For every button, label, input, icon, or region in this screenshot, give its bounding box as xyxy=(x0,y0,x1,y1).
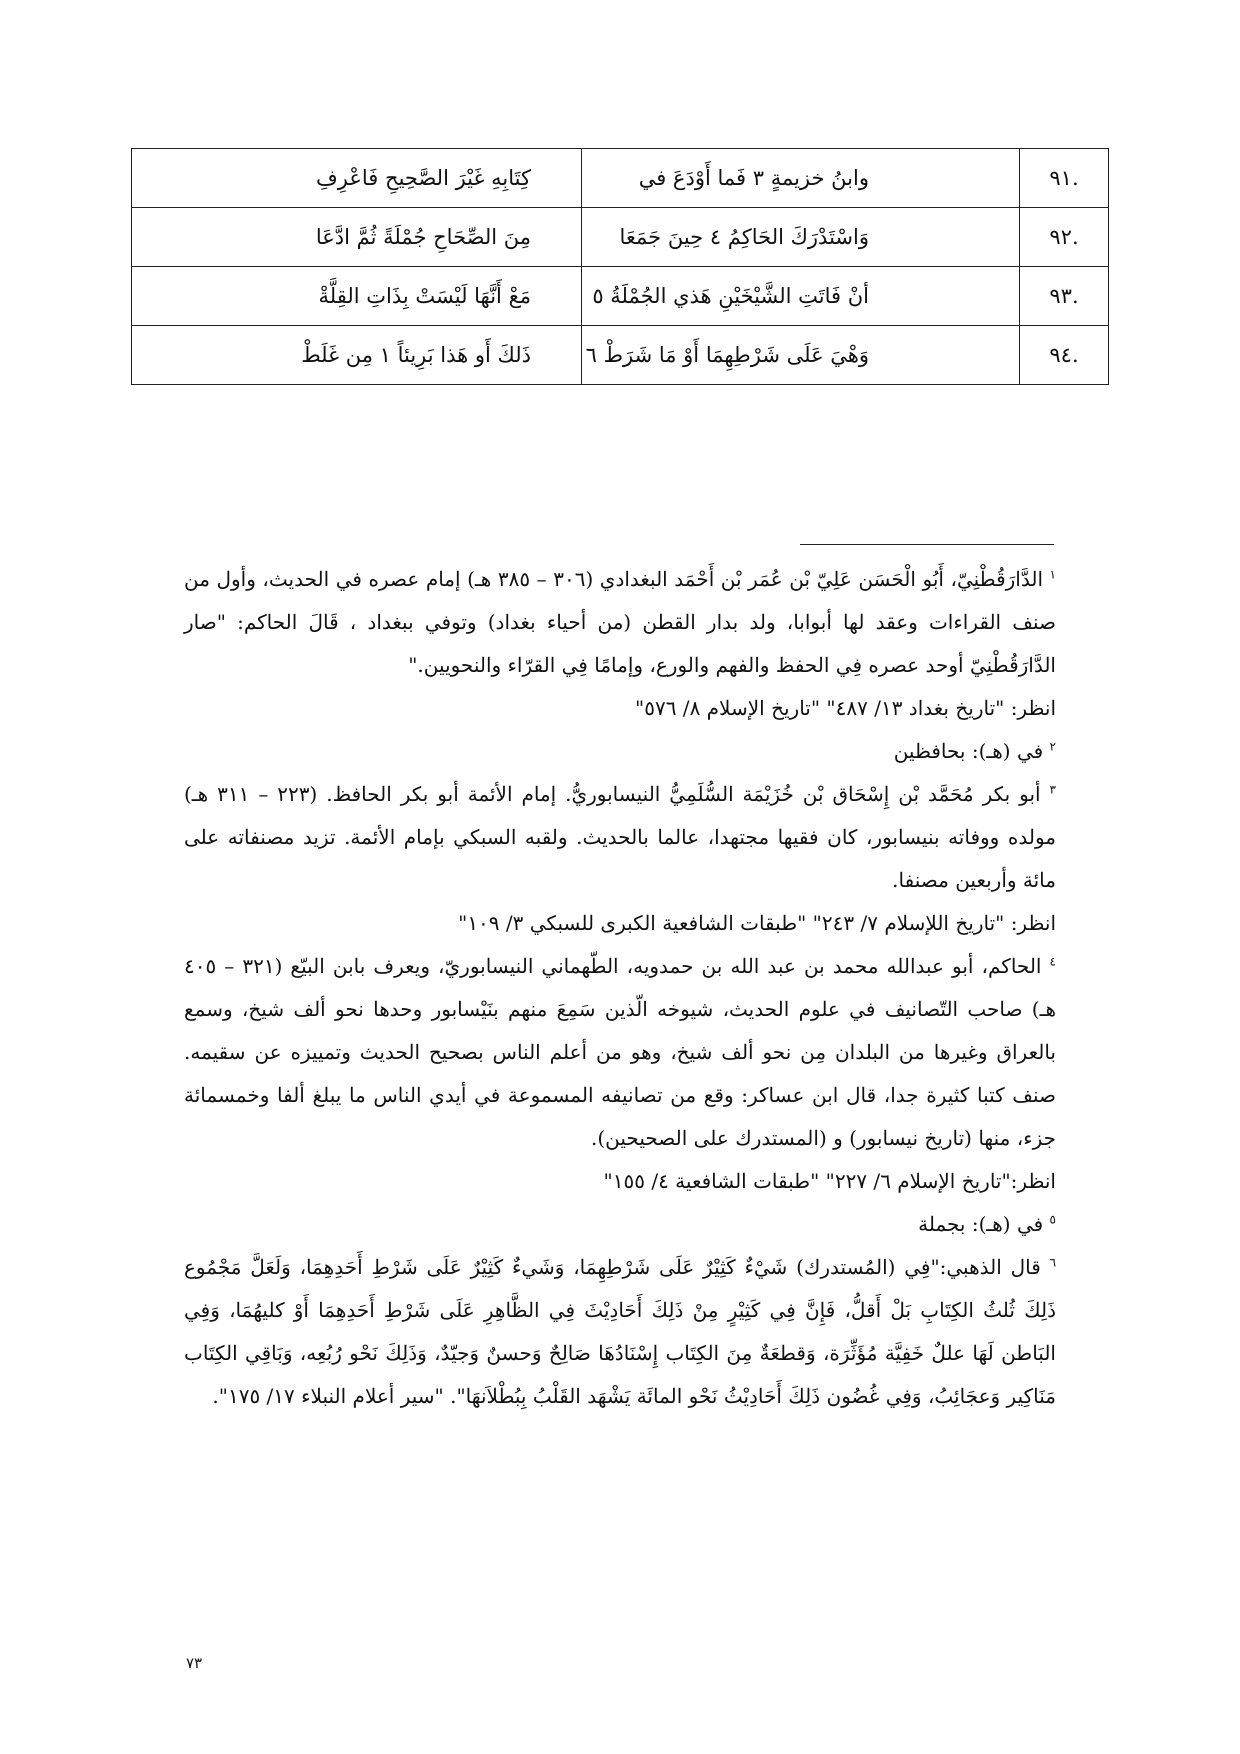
footnote-text: في (هـ): بجملة xyxy=(918,1212,1044,1236)
footnote-mark: ٦ xyxy=(1049,1255,1057,1270)
footnote xyxy=(184,1203,1056,1246)
footnote-mark: ٥ xyxy=(1049,1212,1056,1227)
footnote xyxy=(184,773,1056,902)
verse-second-hemistich: مِنَ الصِّحَاحِ جُمْلَةً ثُمَّ ادَّعَا xyxy=(132,208,582,267)
footnote-mark: ١ xyxy=(1049,567,1056,582)
verse-first-hemistich: وَاسْتَدْرَكَ الحَاكِمُ ٤ حِينَ جَمَعَا xyxy=(582,208,1020,267)
footnote-text: انظر: "تاريخ بغداد ١٣/ ٤٨٧" "تاريخ الإسلام ٨/ ٥٧٦" xyxy=(635,696,1056,720)
verse-second-hemistich: كِتَابِهِ غَيْرَ الصَّحِيحِ فَاعْرِفِ xyxy=(132,149,582,208)
verse-row xyxy=(132,149,1109,208)
footnote xyxy=(184,558,1056,687)
verse-first-hemistich: أنْ فَاتَتِ الشَّيْخَيْنِ هَذي الجُمْلَةُ ٥ xyxy=(582,267,1020,326)
footnote-reference xyxy=(184,1160,1056,1203)
footnote-text: انظر:"تاريخ الإسلام ٦/ ٢٢٧" "طبقات الشافعية ٤/ ١٥٥" xyxy=(603,1169,1056,1193)
footnote-text: في (هـ): بحافظين xyxy=(893,739,1044,763)
footnote-mark: ٢ xyxy=(1049,739,1056,754)
footnote-text: أبو بكر مُحَمَّد بْن إِسْحَاق بْن خُزَيْمَة السُّلَمِيُّ النيسابوريُّ. إمام الأئمة أبو بكر الحافظ. (٢٢٣ – ٣١١ هـ) مولده ووفاته بنيسابور، كان فقيها مجتهدا، عالما بالحديث. ولقبه السبكي بإمام الأئمة. تزيد مصنفاته على مائة وأربعين مصنفا. xyxy=(184,782,1056,892)
verse-number: .٩٢ xyxy=(1020,208,1109,267)
verse-first-hemistich: وَهْيَ عَلَى شَرْطِهِمَا أَوْ مَا شَرَطْ ٦ xyxy=(582,326,1020,385)
footnote-text: الدَّارَقُطْنِيّ، أَبُو الْحَسَن عَلِيّ بْن عُمَر بْن أَحْمَد البغدادي (٣٠٦ – ٣٨٥ هـ) إمام عصره في الحديث، وأول من صنف القراءات وعقد لها أبوابا، ولد بدار القطن (من أحياء بغداد) وتوفي ببغداد ، قَالَ الحاكم: "صار الدَّارَقُطْنِيّ أوحد عصره فِي الحفظ والفهم والورع، وإمامًا فِي القرّاء والنحويين." xyxy=(184,567,1056,677)
verse-first-hemistich: وابنُ خزيمةٍ ٣ فَما أَوْدَعَ في xyxy=(582,149,1020,208)
page-number: ٧٣ xyxy=(186,1654,203,1672)
footnote-reference xyxy=(184,687,1056,730)
footnote xyxy=(184,730,1056,773)
verse-row xyxy=(132,326,1109,385)
footnote xyxy=(184,1246,1056,1418)
footnote-text: الحاكم، أبو عبدالله محمد بن عبد الله بن حمدويه، الطّهماني النيسابوريّ، ويعرف بابن البيّع (٣٢١ – ٤٠٥ هـ) صاحب التّصانيف في علوم الحديث، شيوخه الّذين سَمِعَ منهم بنَيْسابور وحدها نحو ألف شيخ، وسمع بالعراق وغيرها من البلدان مِن نحو ألف شيخ، وهو من أعلم الناس بصحيح الحديث وتمييزه عن سقيمه. صنف كتبا كثيرة جدا، قال ابن عساكر: وقع من تصانيفه المسموعة في أيدي الناس ما يبلغ ألفا وخمسمائة جزء، منها (تاريخ نيسابور) و (المستدرك على الصحيحين). xyxy=(184,954,1056,1150)
footnote-text: قال الذهبي:"فِي (المُستدرك) شَيْءٌ كَثِيْرٌ عَلَى شَرْطِهِمَا، وَشَيءٌ كَثِيْرٌ عَلَى شَرْطِ أَحَدِهِمَا، وَلَعَلَّ مَجْمُوع ذَلِكَ ثُلثُ الكِتَابِ بَلْ أَقلُّ، فَإِنَّ فِي كَثِيْرٍ مِنْ ذَلِكَ أَحَادِيْثَ فِي الظَّاهِرِ عَلَى شَرْطِ أَحَدِهِمَا أَوْ كليهُمَا، وَفِي البَاطن لَهَا عللٌ خَفِيَّة مُؤَثِّرَة، وَقطعَةٌ مِنَ الكِتَاب إِسْنَادُهَا صَالِحٌ وَحسنٌ وَجيّدٌ، وَذَلِكَ نَحْو رُبُعِه، وَبَاقِي الكِتَاب مَنَاكِير وَعجَائِبُ، وَفِي غُضُون ذَلِكَ أَحَادِيْثُ نَحْو المائَة يَشْهَد القَلْبُ بِبُطْلاَنهَا". "سير أعلام النبلاء ١٧/ ١٧٥". xyxy=(184,1255,1056,1408)
footnote xyxy=(184,945,1056,1160)
verse-number: .٩٤ xyxy=(1020,326,1109,385)
verse-second-hemistich: مَعْ أَنَّهَا لَيْسَتْ بِذَاتِ القِلَّةْ xyxy=(132,267,582,326)
footnotes xyxy=(184,558,1056,1418)
verse-row xyxy=(132,208,1109,267)
verse-second-hemistich: ذَلكَ أَو هَذا بَرِيئاً ١ مِن غَلَطْ xyxy=(132,326,582,385)
footnote-reference xyxy=(184,902,1056,945)
footnote-text: انظر: "تاريخ اللإسلام ٧/ ٢٤٣" "طبقات الشافعية الكبرى للسبكي ٣/ ١٠٩" xyxy=(458,911,1056,935)
footnote-mark: ٤ xyxy=(1049,954,1056,969)
footnote-separator xyxy=(800,544,1054,545)
verse-number: .٩٣ xyxy=(1020,267,1109,326)
verse-table xyxy=(131,148,1109,385)
footnote-mark: ٣ xyxy=(1049,782,1056,797)
verse-number: .٩١ xyxy=(1020,149,1109,208)
verse-row xyxy=(132,267,1109,326)
